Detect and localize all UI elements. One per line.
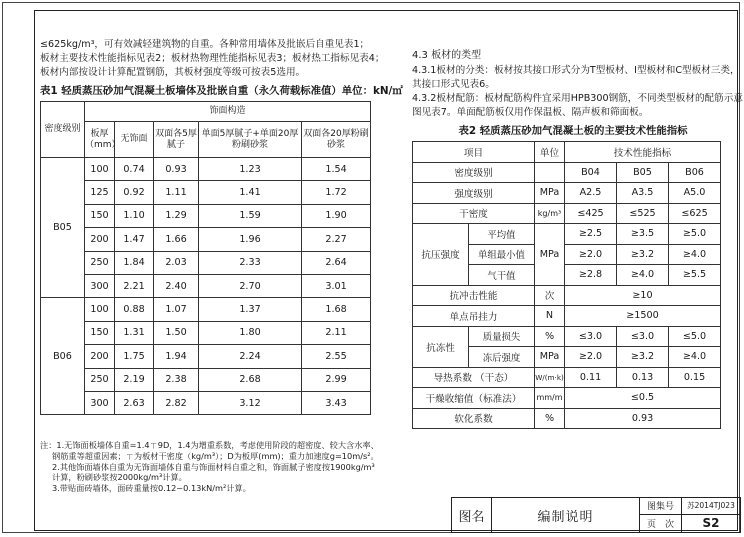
t2-cell: ≤3.0	[617, 326, 669, 347]
t2-unit: %	[535, 326, 565, 347]
t1-cell: 1.11	[154, 181, 199, 204]
table1-notes	[40, 440, 379, 494]
intro-line-2: 板材主要技术性能指标见表2；板材热物理性能指标见表3；板材热工指标见表4；	[40, 53, 385, 64]
t1-cell: 1.94	[154, 345, 199, 368]
t1-header-thickness: 板厚（mm）	[85, 122, 115, 158]
t2-group-compressive: 抗压强度	[413, 224, 469, 286]
t2-cell: ≥4.0	[617, 265, 669, 286]
t2-sublabel: 气干值	[469, 265, 535, 286]
left-column	[40, 38, 403, 415]
t1-cell: 2.40	[154, 274, 199, 297]
t2-unit: W/(m·k)	[535, 367, 565, 388]
t1-cell: 2.19	[115, 368, 154, 391]
t2-header-unit: 单位	[535, 142, 565, 163]
t1-cell: 2.82	[154, 391, 199, 414]
table2-title: 表2 轻质蒸压砂加气混凝土板的主要技术性能指标	[458, 125, 688, 137]
t2-cell: 0.15	[669, 367, 721, 388]
t1-cell: 100	[85, 158, 115, 181]
t1-cell: 2.11	[302, 321, 371, 344]
t1-cell: 1.29	[154, 204, 199, 227]
page-number: S2	[682, 514, 741, 532]
t1-header-double: 双面各20厚粉刷砂浆	[302, 122, 371, 158]
t2-cell: ≥4.0	[669, 244, 721, 265]
section-4-3-line: 4.3.2板材配筋：板材配筋构件宜采用HPB300钢筋，不同类型板材的配筋示意	[412, 93, 743, 104]
t1-cell: 2.64	[302, 251, 371, 274]
table-row	[41, 368, 371, 391]
t1-header-plain: 无饰面	[115, 122, 154, 158]
t2-label: 强度级别	[413, 183, 535, 204]
t1-cell: 2.63	[115, 391, 154, 414]
t1-cell: 1.80	[199, 321, 302, 344]
t2-unit: 次	[535, 285, 565, 306]
t2-unit: MPa	[535, 183, 565, 204]
t2-cell: ≤5.0	[669, 326, 721, 347]
t1-cell: 2.24	[199, 345, 302, 368]
t1-cell: 1.54	[302, 158, 371, 181]
t1-cell: 1.68	[302, 298, 371, 321]
t2-cell: ≤3.0	[565, 326, 617, 347]
t2-cell: ≥4.0	[669, 347, 721, 368]
t2-cell: ≥1500	[565, 306, 721, 327]
intro-line-1: ≤625kg/m³，可有效减轻建筑物的自重。各种常用墙体及批嵌后自重见表1；	[40, 39, 370, 50]
t2-label: 干密度	[413, 203, 535, 224]
t2-cell: ≥2.8	[565, 265, 617, 286]
title-block	[451, 497, 740, 533]
t2-cell: ≥2.5	[565, 224, 617, 245]
table-row	[41, 181, 371, 204]
t2-unit	[535, 162, 565, 183]
table-row	[413, 224, 721, 245]
t2-cell: ≤625	[669, 203, 721, 224]
t1-cell: 150	[85, 204, 115, 227]
t1-cell: 2.70	[199, 274, 302, 297]
intro-line-3: 板材内部按设计计算配置钢筋，其板材强度等级可按表5选用。	[40, 67, 306, 78]
t2-label: 抗冲击性能	[413, 285, 535, 306]
section-4-3-heading: 4.3 板材的类型	[412, 50, 482, 61]
t2-cell: ≥3.2	[617, 347, 669, 368]
t1-cell: 3.01	[302, 274, 371, 297]
atlas-no-label: 图集号	[640, 498, 682, 515]
atlas-number: 苏2014TJ023	[682, 498, 741, 515]
t1-header-group: 饰面构造	[85, 102, 371, 122]
t1-cell: 1.50	[154, 321, 199, 344]
t2-label: 干燥收缩值（标准法）	[413, 388, 535, 409]
t2-header-perf: 技术性能指标	[565, 142, 721, 163]
t2-cell: 0.11	[565, 367, 617, 388]
t2-sublabel: 平均值	[469, 224, 535, 245]
table-row	[413, 183, 721, 204]
t1-cell: 100	[85, 298, 115, 321]
t1-cell: 1.37	[199, 298, 302, 321]
table-row	[41, 298, 371, 321]
t1-cell: 250	[85, 368, 115, 391]
t1-cell: 1.90	[302, 204, 371, 227]
t1-header-density: 密度级别	[41, 102, 85, 158]
section-4-3-line: 其接口形式见表6。	[412, 79, 495, 90]
t1-grade-b05: B05	[41, 158, 85, 298]
section-4-3-line: 4.3.1板材的分类：板材按其接口形式分为T型板材、I型板材和C型板材三类，	[412, 65, 740, 76]
t1-cell: 125	[85, 181, 115, 204]
t1-cell: 0.88	[115, 298, 154, 321]
t2-cell: ≤425	[565, 203, 617, 224]
t1-cell: 3.12	[199, 391, 302, 414]
table-row	[413, 367, 721, 388]
table-row	[413, 162, 721, 183]
page-label: 页 次	[640, 514, 682, 532]
right-column	[412, 46, 743, 429]
title-block-label: 图名	[452, 498, 492, 533]
t2-label: 软化系数	[413, 408, 535, 429]
t2-cell: ≥5.5	[669, 265, 721, 286]
table-row	[41, 228, 371, 251]
t1-cell: 0.74	[115, 158, 154, 181]
t1-cell: 1.72	[302, 181, 371, 204]
t2-cell: ≥5.0	[669, 224, 721, 245]
t1-cell: 1.41	[199, 181, 302, 204]
section-4-3-line: 图见表7。单面配筋板仅用作保温板、隔声板和筛面板。	[412, 107, 649, 118]
t1-cell: 1.75	[115, 345, 154, 368]
t1-cell: 1.10	[115, 204, 154, 227]
t2-cell: ≥10	[565, 285, 721, 306]
t2-cell: B05	[617, 162, 669, 183]
t1-cell: 2.55	[302, 345, 371, 368]
t2-cell: ≤0.5	[565, 388, 721, 409]
t1-cell: 1.59	[199, 204, 302, 227]
t1-cell: 2.21	[115, 274, 154, 297]
note-line: 钢筋重等超重因素；ㄒ为板材干密度（kg/m³）；D为板厚(mm)；重力加速度g=10m/s²。	[52, 450, 379, 461]
note-line: 计算，粉刷砂浆按2000kg/m³计算。	[52, 472, 187, 483]
t2-unit: kg/m³	[535, 203, 565, 224]
t1-cell: 2.27	[302, 228, 371, 251]
table-row	[413, 203, 721, 224]
t1-cell: 1.23	[199, 158, 302, 181]
t1-cell: 200	[85, 345, 115, 368]
t2-cell: A3.5	[617, 183, 669, 204]
t1-cell: 1.07	[154, 298, 199, 321]
t1-cell: 1.96	[199, 228, 302, 251]
t1-cell: 0.92	[115, 181, 154, 204]
table-row	[41, 204, 371, 227]
t2-cell: 0.93	[565, 408, 721, 429]
t2-unit: MPa	[535, 224, 565, 286]
t2-label: 导热系数 （干态）	[413, 367, 535, 388]
t2-cell: ≥2.0	[565, 347, 617, 368]
t2-cell: B04	[565, 162, 617, 183]
t2-sublabel: 冻后强度	[469, 347, 535, 368]
t1-cell: 2.33	[199, 251, 302, 274]
t1-cell: 2.03	[154, 251, 199, 274]
table-row	[41, 345, 371, 368]
t2-unit: MPa	[535, 347, 565, 368]
t1-cell: 300	[85, 391, 115, 414]
t1-cell: 1.66	[154, 228, 199, 251]
table-row	[413, 142, 721, 163]
t1-cell: 1.47	[115, 228, 154, 251]
t1-cell: 0.93	[154, 158, 199, 181]
t1-cell: 300	[85, 274, 115, 297]
t1-grade-b06: B06	[41, 298, 85, 415]
t2-cell: A5.0	[669, 183, 721, 204]
t1-header-single: 单面5厚腻子+单面20厚粉刷砂浆	[199, 122, 302, 158]
t1-header-putty: 双面各5厚腻子	[154, 122, 199, 158]
t1-cell: 1.31	[115, 321, 154, 344]
t1-cell: 2.38	[154, 368, 199, 391]
note-line: 3.带贴面砖墙体，面砖重量按0.12~0.13kN/m²计算。	[52, 483, 251, 494]
t2-label: 单点吊挂力	[413, 306, 535, 327]
table-row	[41, 274, 371, 297]
t1-cell: 2.99	[302, 368, 371, 391]
table-row	[413, 388, 721, 409]
t2-group-frost: 抗冻性	[413, 326, 469, 367]
t2-sublabel: 单组最小值	[469, 244, 535, 265]
t2-cell: ≥2.0	[565, 244, 617, 265]
table-row	[413, 306, 721, 327]
table1-title: 表1 轻质蒸压砂加气混凝土板墙体及批嵌自重（永久荷载标准值）单位：kN/㎡	[40, 85, 403, 97]
table-row	[413, 285, 721, 306]
table1-self-weight	[40, 101, 371, 415]
t2-cell: ≥3.5	[617, 224, 669, 245]
t2-cell: B06	[669, 162, 721, 183]
table-row	[413, 408, 721, 429]
t2-cell: ≤525	[617, 203, 669, 224]
table-row	[41, 391, 371, 414]
t2-cell: A2.5	[565, 183, 617, 204]
t1-cell: 2.68	[199, 368, 302, 391]
t2-unit: mm/m	[535, 388, 565, 409]
t1-cell: 250	[85, 251, 115, 274]
table-row	[41, 251, 371, 274]
t2-cell: ≥3.2	[617, 244, 669, 265]
t2-sublabel: 质量损失	[469, 326, 535, 347]
table-row	[41, 321, 371, 344]
table2-performance	[412, 141, 721, 429]
t2-label: 密度级别	[413, 162, 535, 183]
t2-unit: %	[535, 408, 565, 429]
t1-cell: 3.43	[302, 391, 371, 414]
t1-cell: 200	[85, 228, 115, 251]
t1-cell: 150	[85, 321, 115, 344]
t2-cell: 0.13	[617, 367, 669, 388]
note-line: 注：1.无饰面板墙体自重=1.4ㄒ9D，1.4为增重系数，考虑使用阶段的超密度、较大含水率、	[40, 440, 379, 450]
table-row	[41, 158, 371, 181]
drawing-name: 编制说明	[492, 498, 640, 533]
t1-cell: 1.84	[115, 251, 154, 274]
t2-unit: N	[535, 306, 565, 327]
table-row	[413, 326, 721, 347]
note-line: 2.其他饰面墙体自重为无饰面墙体自重与饰面材料自重之和，饰面腻子密度按1900kg/m³	[52, 461, 375, 472]
t2-header-item: 项目	[413, 142, 535, 163]
